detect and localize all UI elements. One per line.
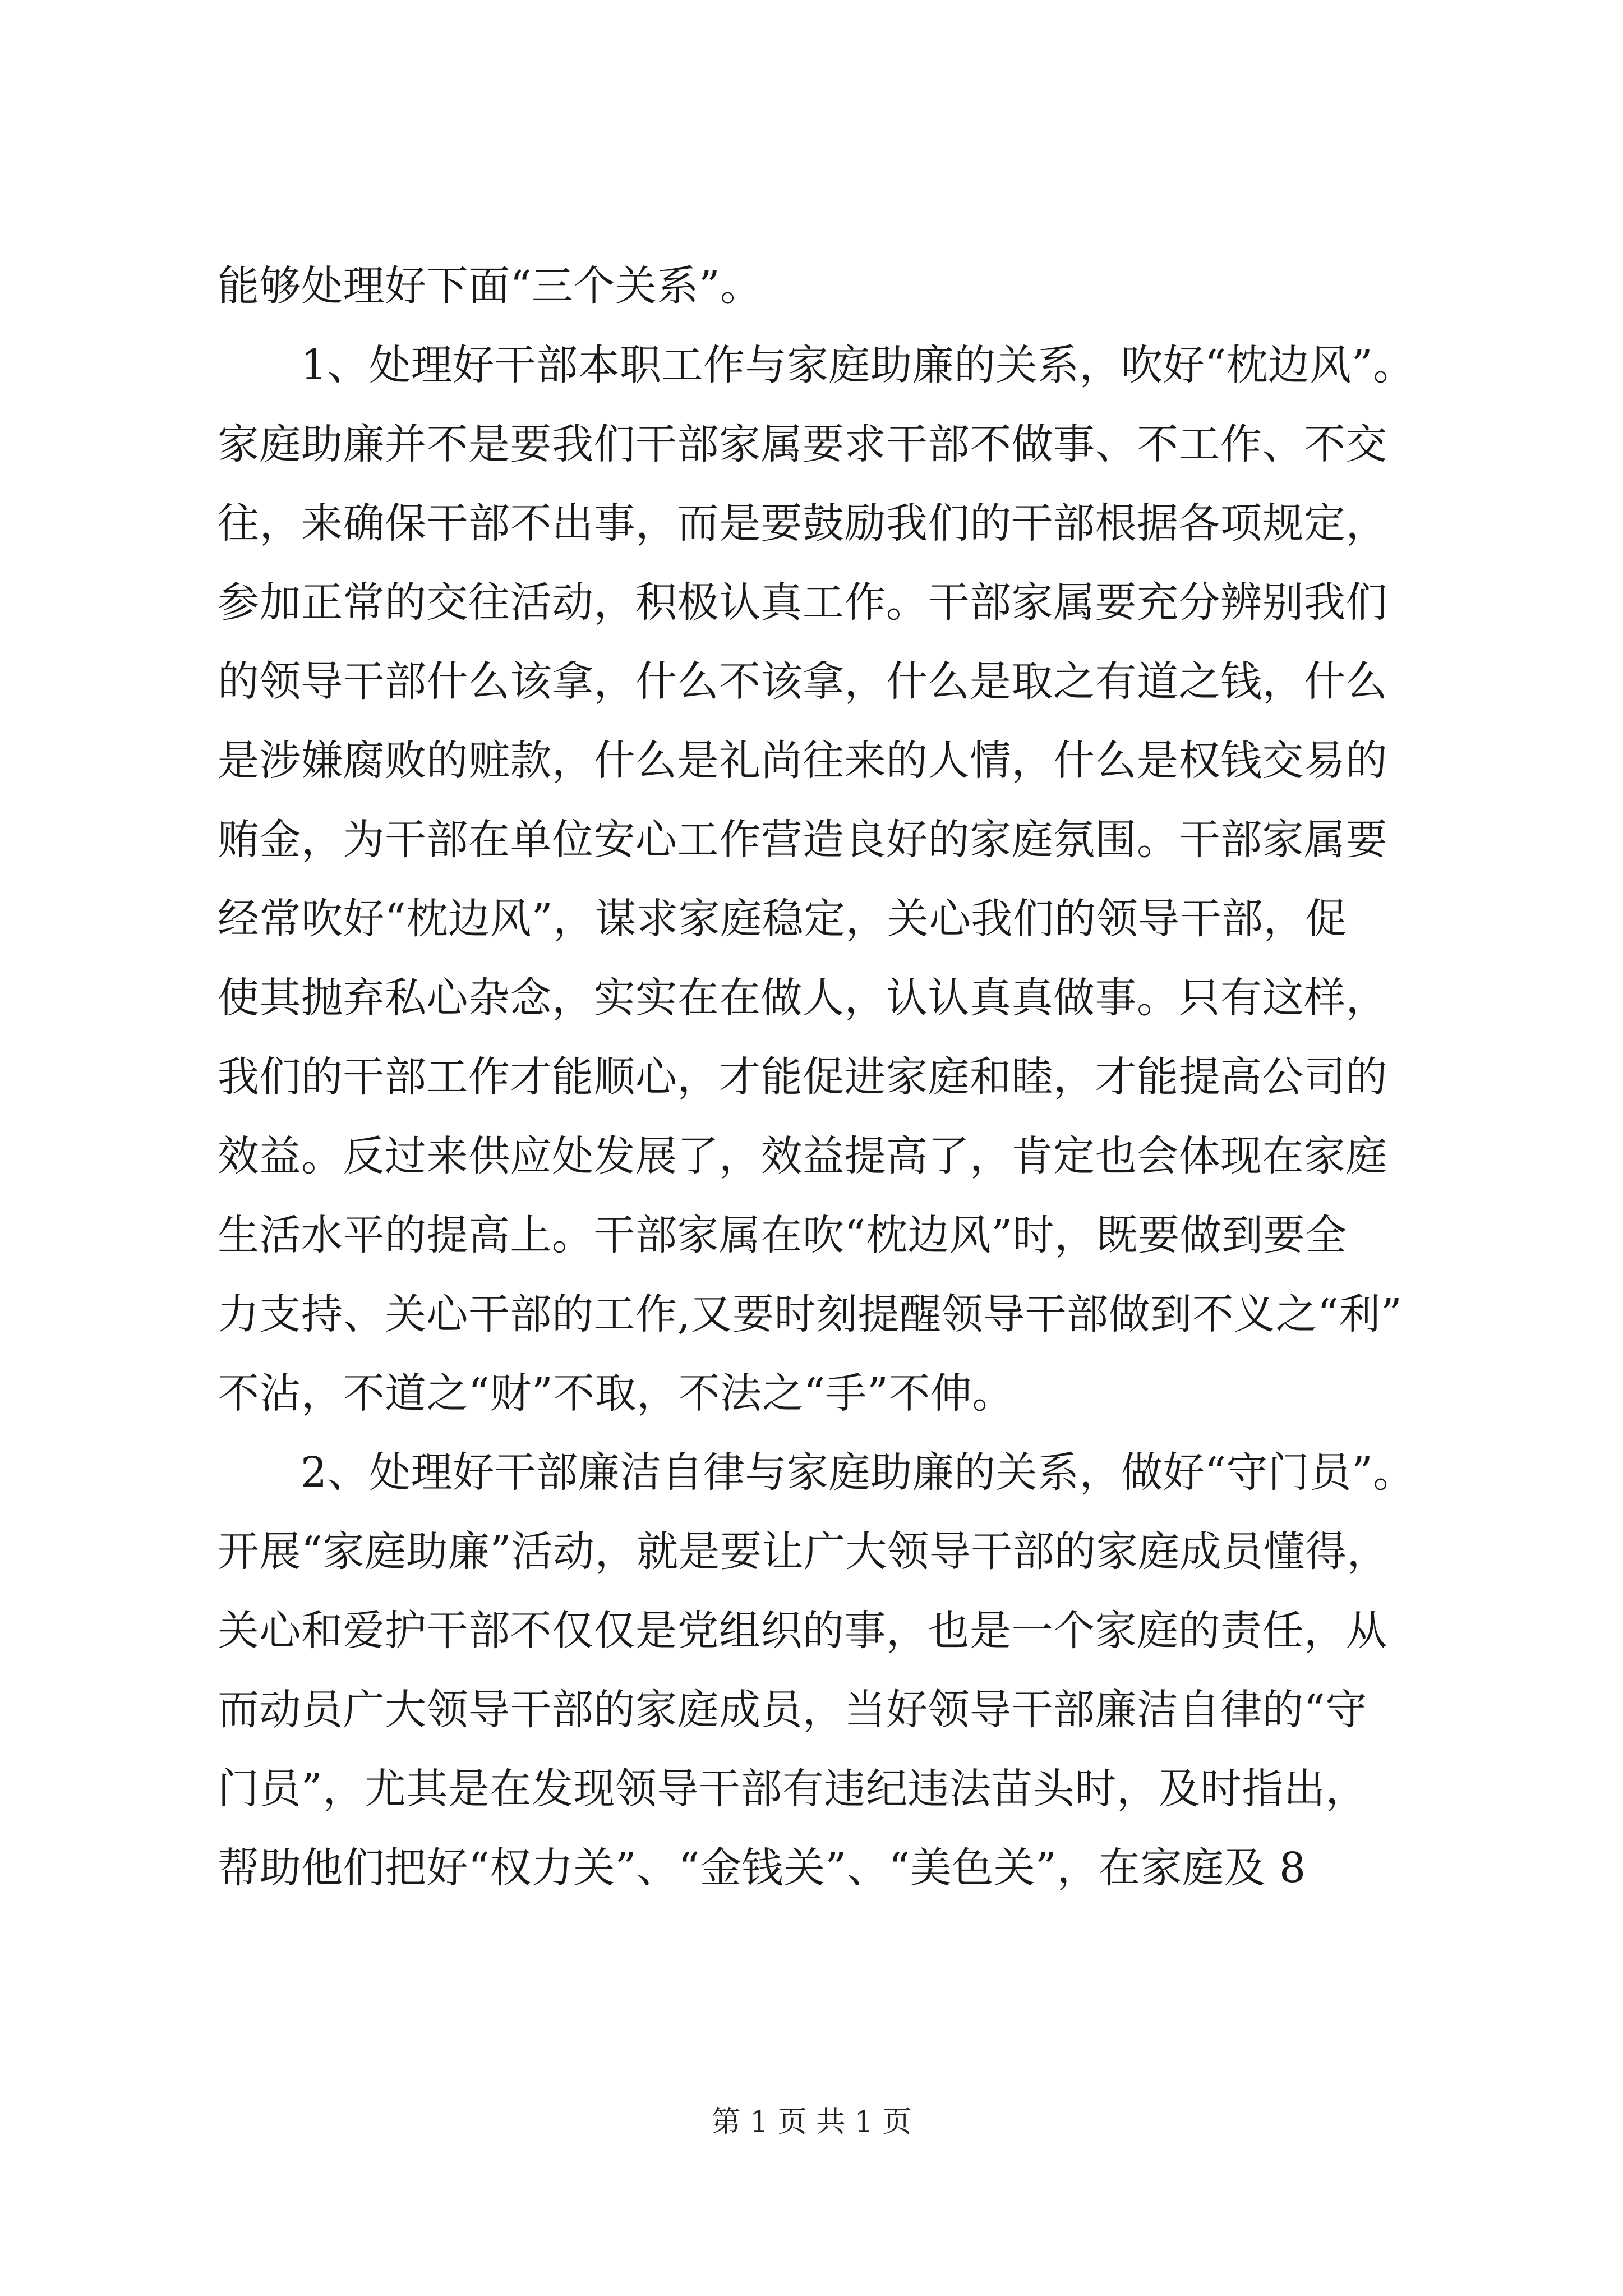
section-heading-1: 1、处理好干部本职工作与家庭助廉的关系，吹好“枕边风”。 [301, 341, 1415, 389]
text-line: 帮助他们把好“权力关”、“金钱关”、“美色关”，在家庭及 8 [218, 1844, 1306, 1892]
text-line: 而动员广大领导干部的家庭成员，当好领导干部廉洁自律的“守 [218, 1686, 1367, 1734]
text-line: 力支持、关心干部的工作,又要时刻提醒领导干部做到不义之“利” [218, 1290, 1403, 1338]
text-line: 经常吹好“枕边风”，谋求家庭稳定，关心我们的领导干部，促 [218, 895, 1347, 943]
text-line: 的领导干部什么该拿，什么不该拿，什么是取之有道之钱，什么 [218, 657, 1387, 706]
document-body [218, 247, 1507, 1908]
text-line: 效益。反过来供应处发展了，效益提高了，肯定也会体现在家庭 [218, 1132, 1387, 1180]
text-line: 不沾，不道之“财”不取，不法之“手”不伸。 [218, 1369, 1014, 1418]
text-line: 使其抛弃私心杂念，实实在在做人，认认真真做事。只有这样， [218, 974, 1387, 1022]
text-line: 生活水平的提高上。干部家属在吹“枕边风”时，既要做到要全 [218, 1211, 1347, 1259]
text-line: 关心和爱护干部不仅仅是党组织的事，也是一个家庭的责任，从 [218, 1607, 1387, 1655]
text-line: 家庭助廉并不是要我们干部家属要求干部不做事、不工作、不交 [218, 420, 1387, 468]
text-line: 我们的干部工作才能顺心，才能促进家庭和睦，才能提高公司的 [218, 1053, 1387, 1101]
page-footer: 第 1 页 共 1 页 [711, 2105, 912, 2139]
text-line: 开展“家庭助廉”活动，就是要让广大领导干部的家庭成员懂得， [218, 1527, 1389, 1576]
section-heading-2: 2、处理好干部廉洁自律与家庭助廉的关系，做好“守门员”。 [301, 1448, 1415, 1497]
text-line: 贿金，为干部在单位安心工作营造良好的家庭氛围。干部家属要 [218, 816, 1387, 864]
text-line: 门员”，尤其是在发现领导干部有违纪违法苗头时，及时指出， [218, 1765, 1367, 1813]
text-line: 往，来确保干部不出事，而是要鼓励我们的干部根据各项规定， [218, 499, 1387, 547]
text-line: 是涉嫌腐败的赃款，什么是礼尚往来的人情，什么是权钱交易的 [218, 737, 1387, 785]
text-line: 能够处理好下面“三个关系”。 [218, 262, 762, 310]
text-line: 参加正常的交往活动，积极认真工作。干部家属要充分辨别我们 [218, 578, 1387, 627]
